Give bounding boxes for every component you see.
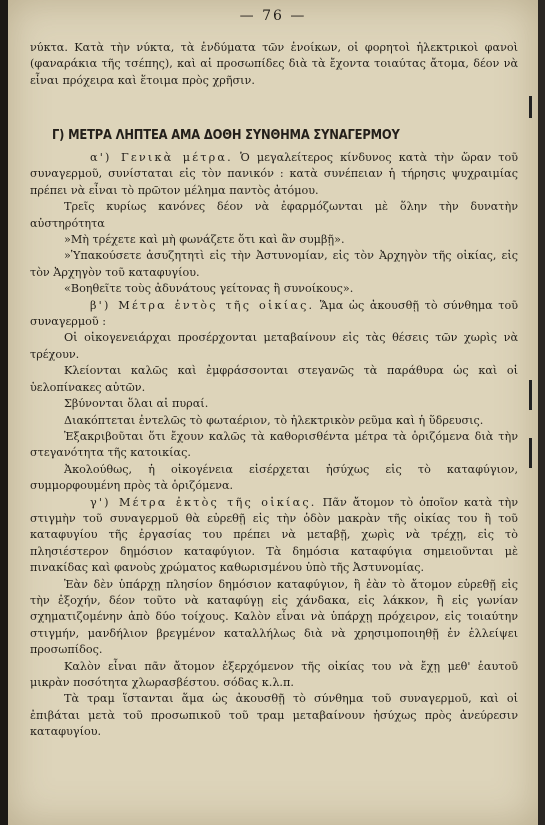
paragraph-general-measures xyxy=(30,150,518,199)
margin-mark xyxy=(529,380,532,410)
page-number: — 76 — xyxy=(239,8,307,24)
outdoor-item-3: Καλὸν εἶναι πᾶν ἄτομον ἐξερχόμενον τῆς οἰκίας του νὰ ἔχῃ μεθ' ἑαυτοῦ μικρὰν ποσότητα χλωρασβέστου. σόδας κ.λ.π. xyxy=(30,659,518,689)
indoor-item-1: Οἱ οἰκογενειάρχαι προσέρχονται μεταβαίνουν εἰς τὰς θέσεις τῶν χωρὶς νὰ τρέχουν. xyxy=(30,331,518,361)
indoor-item-4: Διακόπτεται ἐντελῶς τὸ φωταέριον, τὸ ἠλεκτρικὸν ρεῦμα καὶ ἡ ὕδρευσις. xyxy=(64,413,484,427)
paragraph-indoor-measures xyxy=(30,298,518,331)
general-measures-text: Ὁ μεγαλείτερος κίνδυνος κατὰ τὴν ὥραν τοῦ συναγερμοῦ, συνίσταται εἰς τὸν πανικόν : κατὰ συνέπειαν ἡ τήρησις ψυχραιμίας πρέπει νὰ εἶναι τὸ πρῶτον μέλημα παντὸς ἀτόμου. xyxy=(30,151,519,197)
indoor-item-3: Σβύνονται ὅλαι αἱ πυραί. xyxy=(64,397,209,411)
indoor-item-5: Ἐξακριβοῦται ὅτι ἔχουν καλῶς τὰ καθορισθέντα μέτρα τὰ ὁριζόμενα διὰ τὴν στεγανότητα τῆς κατοικίας. xyxy=(30,429,518,460)
indoor-item-6: Ἀκολούθως, ἡ οἰκογένεια εἰσέρχεται ἡσύχως εἰς τὸ καταφύγιον, συμμορφουμένη πρὸς τὰ ὁριζόμενα. xyxy=(30,462,518,493)
rule-1: »Μὴ τρέχετε καὶ μὴ φωνάζετε ὅτι καὶ ἂν συμβῇ». xyxy=(64,233,345,247)
main-content xyxy=(30,150,518,741)
indoor-item-2: Κλείονται καλῶς καὶ ἐμφράσσονται στεγανῶς τὰ παράθυρα ὡς καὶ οἱ ὑελοπίνακες αὐτῶν. xyxy=(30,364,518,394)
margin-mark xyxy=(529,96,532,118)
rule-2: »Ὑπακούσετε ἀσυζητητὶ εἰς τὴν Ἀστυνομίαν, εἰς τὸν Ἀρχηγὸν τῆς οἰκίας, εἰς τὸν Ἀρχηγὸν τοῦ καταφυγίου. xyxy=(30,249,518,279)
outdoor-measures-text: Πᾶν ἄτομον τὸ ὁποῖον κατὰ τὴν στιγμὴν τοῦ συναγερμοῦ θὰ εὑρεθῇ εἰς τὴν ὁδὸν μακρὰν τῆς οἰκίας του ἢ τοῦ καταφυγίου τῆς ἐργασίας του πρέπει νὰ μεταβῇ, χωρὶς νὰ τρέχῃ, εἰς τὸ πλησιέστερον δημόσιον καταφύγιον. Τὰ δημόσια καταφύγια σημειοῦνται μὲ πινακίδας καὶ φανοὺς χρώματος καθωρισμένου ὑπὸ τῆς Ἀστυνομίας. xyxy=(30,495,518,575)
outdoor-item-2: Ἐὰν δὲν ὑπάρχῃ πλησίον δημόσιον καταφύγιον, ἢ ἐὰν τὸ ἄτομον εὑρεθῇ εἰς τὴν ἐξοχήν, δέον τοῦτο νὰ καταφύγῃ εἰς χάνδακα, εἰς λάκκον, ἢ εἰς γωνίαν σχηματιζομένην ἀπὸ δύο τοίχους. Καλὸν εἶναι νὰ ὑπάρχῃ πρόχειρον, εἰς τοιαύτην στιγμήν, μανδήλιον βρεγμένον καταλλήλως διὰ νὰ χρησιμοποιηθῇ ἐν ἐλλείψει προσωπίδος. xyxy=(30,577,518,657)
document-page xyxy=(8,0,538,825)
rule-3: «Βοηθεῖτε τοὺς ἀδυνάτους γείτονας ἢ συνοίκους». xyxy=(64,282,354,296)
margin-mark xyxy=(529,438,532,468)
subsection-label-c: γ') Μέτρα ἐκτὸς τῆς οἰκίας. xyxy=(90,495,317,509)
intro-text: νύκτα. Κατὰ τὴν νύκτα, τὰ ἐνδύματα τῶν ἐνοίκων, οἱ φορητοὶ ἠλεκτρικοὶ φανοὶ (φαναράκια τῆς τσέπης), καὶ αἱ προσωπίδες διὰ τὰ ἔχοντα τοιαύτας ἄτομα, δέον νὰ εἶναι πρόχειρα καὶ ἕτοιμα πρὸς χρῆσιν. xyxy=(30,41,518,87)
subsection-label-a: α') Γενικὰ μέτρα. xyxy=(90,151,233,164)
subsection-label-b: β') Μέτρα ἐντὸς τῆς οἰκίας. xyxy=(90,298,315,312)
outdoor-item-4: Τὰ τραμ ἵστανται ἅμα ὡς ἀκουσθῇ τὸ σύνθημα τοῦ συναγερμοῦ, καὶ οἱ ἐπιβάται μετὰ τοῦ προσωπικοῦ τοῦ τραμ μεταβαίνουν ἡσύχως πρὸς ἀνεύρεσιν καταφυγίου. xyxy=(30,692,518,739)
paragraph-outdoor-measures xyxy=(30,495,518,577)
rules-intro: Τρεῖς κυρίως κανόνες δέον νὰ ἐφαρμόζωνται μὲ ὅλην τὴν δυνατὴν αὐστηρότητα xyxy=(30,200,518,230)
indoor-measures-text: Ἅμα ὡς ἀκουσθῇ τὸ σύνθημα τοῦ συναγερμοῦ : xyxy=(30,298,519,329)
intro-paragraph xyxy=(30,40,518,89)
section-heading: Γ) ΜΕΤΡΑ ΛΗΠΤΕΑ ΑΜΑ ΔΟΘΗ ΣΥΝΘΗΜΑ ΣΥΝΑΓΕΡΜΟΥ xyxy=(52,128,400,143)
scan-edge xyxy=(0,0,8,825)
